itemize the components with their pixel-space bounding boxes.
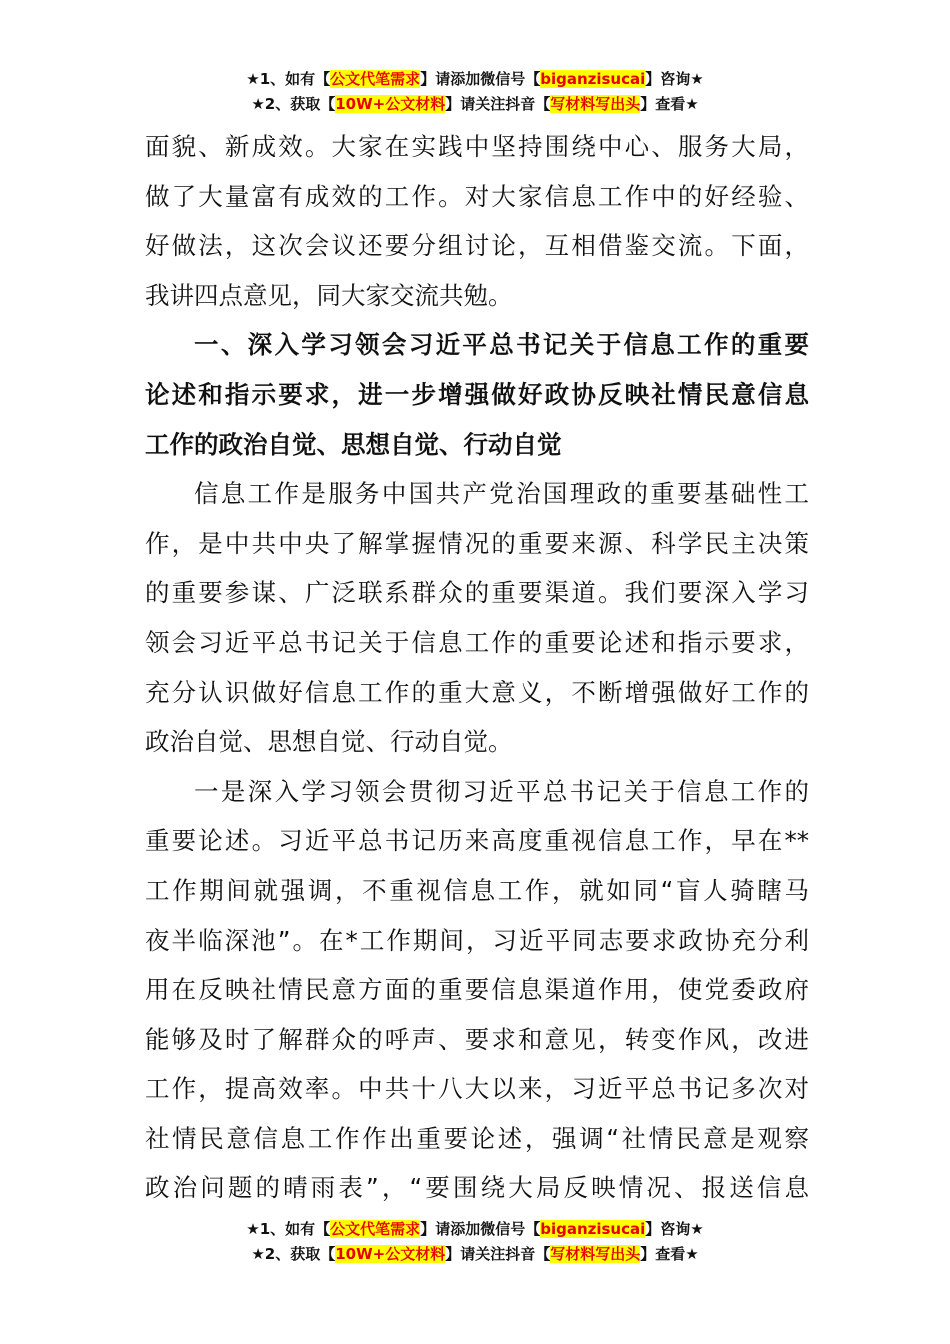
highlight-wechat-id: biganzisucai: [540, 70, 646, 88]
body-line: 作，是中共中央了解掌握情况的重要来源、科学民主决策: [145, 528, 809, 558]
document-body: [145, 122, 809, 1213]
highlight-douyin: 写材料写出头: [550, 1245, 641, 1263]
body-line: 领会习近平总书记关于信息工作的重要论述和指示要求，: [145, 627, 809, 657]
highlight-ghostwriting: 公文代笔需求: [330, 70, 421, 88]
body-line: 夜半临深池”。在*工作期间，习近平同志要求政协充分利: [145, 925, 809, 955]
highlight-materials: 10W+公文材料: [335, 1245, 446, 1263]
body-line: 政治问题的晴雨表”，“要围绕大局反映情况、报送信息: [145, 1173, 809, 1203]
body-line: 工作，提高效率。中共十八大以来，习近平总书记多次对: [145, 1074, 809, 1104]
footer-banner: [0, 1217, 950, 1267]
highlight-douyin: 写材料写出头: [550, 95, 641, 113]
body-line: 我讲四点意见，同大家交流共勉。: [145, 280, 513, 310]
body-line: 面貌、新成效。大家在实践中坚持围绕中心、服务大局，: [145, 132, 809, 161]
section-heading-line: 论述和指示要求，进一步增强做好政协反映社情民意信息: [145, 379, 809, 409]
banner-line-2: ★2、获取【10W+公文材料】请关注抖音【写材料写出头】查看★: [251, 1245, 699, 1263]
body-line: 好做法，这次会议还要分组讨论，互相借鉴交流。下面，: [145, 231, 809, 261]
body-line: 的重要参谋、广泛联系群众的重要渠道。我们要深入学习: [145, 578, 809, 608]
body-line: 工作期间就强调，不重视信息工作，就如同“盲人骑瞎马: [145, 875, 809, 905]
body-line: 重要论述。习近平总书记历来高度重视信息工作，早在**: [145, 826, 809, 856]
body-line: 社情民意信息工作作出重要论述，强调“社情民意是观察: [145, 1123, 809, 1153]
body-line: 信息工作是服务中国共产党治国理政的重要基础性工: [194, 479, 809, 509]
banner-line-2: ★2、获取【10W+公文材料】请关注抖音【写材料写出头】查看★: [251, 95, 699, 113]
body-line: 做了大量富有成效的工作。对大家信息工作中的好经验、: [145, 181, 809, 211]
body-line: 政治自觉、思想自觉、行动自觉。: [145, 727, 513, 757]
section-heading-line: 一、深入学习领会习近平总书记关于信息工作的重要: [194, 330, 809, 360]
highlight-wechat-id: biganzisucai: [540, 1220, 646, 1238]
highlight-materials: 10W+公文材料: [335, 95, 446, 113]
body-line: 用在反映社情民意方面的重要信息渠道作用，使党委政府: [145, 975, 809, 1005]
banner-line-1: ★1、如有【公文代笔需求】请添加微信号【biganzisucai】咨询★: [246, 1220, 704, 1238]
header-banner: [0, 67, 950, 117]
body-line: 一是深入学习领会贯彻习近平总书记关于信息工作的: [194, 776, 809, 806]
banner-line-1: ★1、如有【公文代笔需求】请添加微信号【biganzisucai】咨询★: [246, 70, 704, 88]
body-line: 能够及时了解群众的呼声、要求和意见，转变作风，改进: [145, 1024, 809, 1054]
highlight-ghostwriting: 公文代笔需求: [330, 1220, 421, 1238]
section-heading-line: 工作的政治自觉、思想自觉、行动自觉: [145, 429, 562, 459]
body-line: 充分认识做好信息工作的重大意义，不断增强做好工作的: [145, 677, 809, 707]
